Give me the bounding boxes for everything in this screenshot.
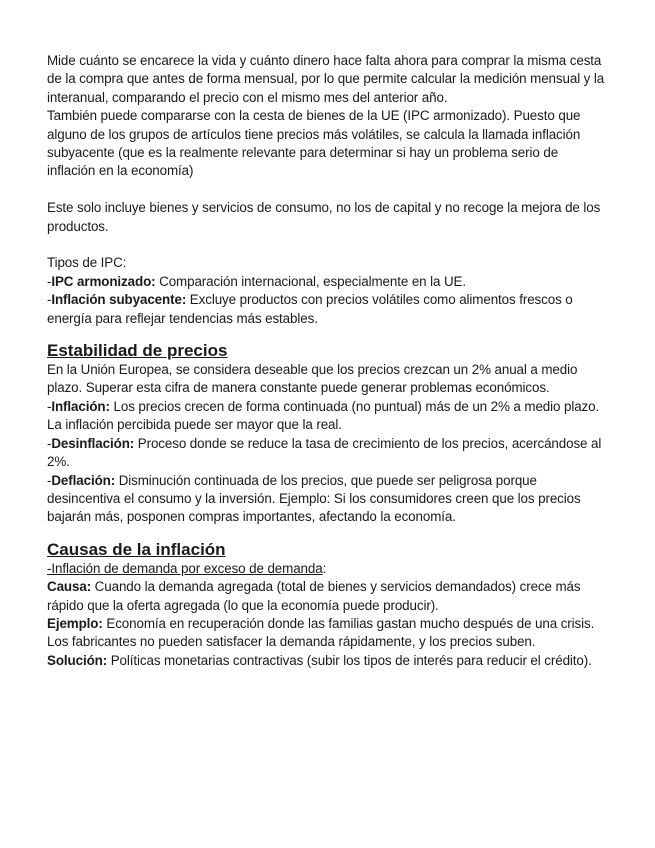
tipo-term: Inflación subyacente: [51,292,187,308]
causas-item: Solución: Políticas monetarias contractivas (subir los tipos de interés para reducir el crédito). [47,652,592,668]
causas-term: Causa: [47,579,92,595]
causas-term: Solución: [47,652,108,668]
estabilidad-term: Deflación: [51,472,116,488]
tipo-item: -Inflación subyacente: Excluye productos con precios volátiles como alimentos frescos o energía para reflejar tendencias más estables. [47,292,573,326]
causas-term: Ejemplo: [47,615,103,631]
spacer [47,328,607,341]
causas-subheading: -Inflación de demanda por exceso de demanda: [47,560,327,576]
estabilidad-item: -Desinflación: Proceso donde se reduce la tasa de crecimiento de los precios, acercándose al 2%. [47,435,602,470]
intro-paragraph-3: Este solo incluye bienes y servicios de consumo, no los de capital y no recoge la mejora de los productos. [47,200,601,234]
causas-item: Ejemplo: Economía en recuperación donde las familias gastan mucho después de una crisis. Los fabricantes no pueden satisfacer la demanda rápidamente, y los precios suben. [47,615,595,650]
document-page [47,52,607,670]
tipo-item: -IPC armonizado: Comparación internacional, especialmente en la UE. [47,273,467,289]
estabilidad-paragraph: En la Unión Europea, se considera deseable que los precios crezcan un 2% anual a medio plazo. Superar esta cifra de manera constante puede generar problemas económicos. [47,362,578,396]
estabilidad-term: Desinflación: [51,435,135,451]
intro-paragraph: Mide cuánto se encarece la vida y cuánto dinero hace falta ahora para comprar la misma cesta de la compra que antes de forma mensual, por lo que permite calcular la medición mensual y la interanual, comparando el precio con el mismo mes del anterior año. [47,53,605,105]
spacer [47,236,607,254]
estabilidad-item: -Deflación: Disminución continuada de los precios, que puede ser peligrosa porque desincentiva el consumo y la inversión. Ejemplo: Si los consumidores creen que los precios bajarán más, posponen compras importantes, afectando la economía. [47,472,581,525]
causas-item: Causa: Cuando la demanda agregada (total de bienes y servicios demandados) crece más rápido que la oferta agregada (lo que la economía puede producir). [47,579,581,613]
tipo-term: IPC armonizado: [51,273,156,289]
intro-paragraph-2: También puede compararse con la cesta de bienes de la UE (IPC armonizado). Puesto que alguno de los grupos de artículos tiene precios más volátiles, se calcula la llamada inflación subyacente (que es la realmente relevante para determinar si hay un problema serio de inflación en la economía) [47,108,581,179]
section-heading-causas: Causas de la inflación [47,539,226,559]
estabilidad-item: -Inflación: Los precios crecen de forma continuada (no puntual) más de un 2% a medio plazo. La inflación percibida puede ser mayor que la real. [47,398,600,433]
spacer [47,527,607,540]
spacer [47,181,607,199]
section-heading-estabilidad: Estabilidad de precios [47,341,228,361]
estabilidad-term: Inflación: [51,398,110,414]
tipos-label: Tipos de IPC: [47,255,127,271]
